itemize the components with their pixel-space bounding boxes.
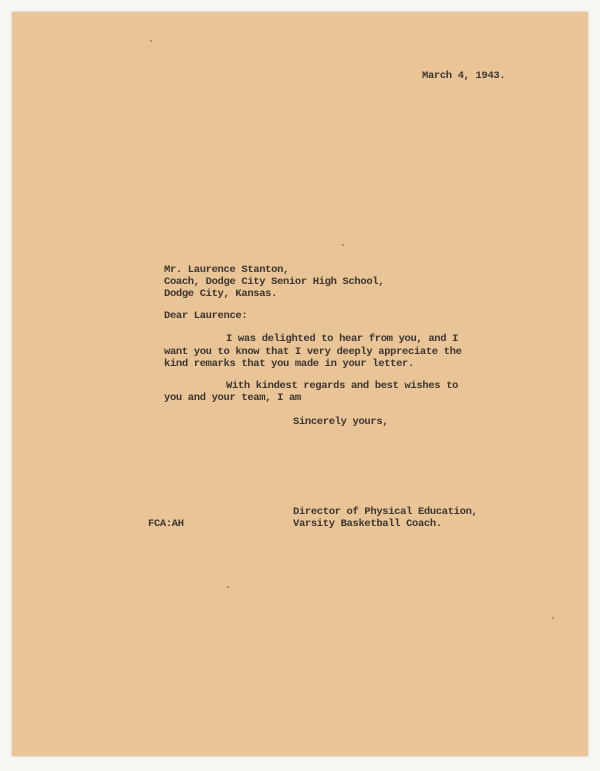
paper-speck <box>150 40 152 42</box>
body-line: you and your team, I am <box>164 392 301 404</box>
letter-paper <box>12 12 588 756</box>
recipient-city: Dodge City, Kansas. <box>164 288 278 300</box>
signature-title-line: Director of Physical Education, <box>293 506 478 518</box>
paper-speck <box>342 244 344 246</box>
recipient-title: Coach, Dodge City Senior High School, <box>164 276 385 288</box>
body-line: I was delighted to hear from you, and I <box>226 333 459 345</box>
paper-speck <box>227 586 229 588</box>
signature-title-line: Varsity Basketball Coach. <box>293 518 442 530</box>
body-line: With kindest regards and best wishes to <box>226 380 459 392</box>
closing: Sincerely yours, <box>293 416 389 428</box>
body-line: kind remarks that you made in your letter. <box>164 358 414 370</box>
salutation: Dear Laurence: <box>164 310 248 322</box>
body-line: want you to know that I very deeply appreciate the <box>164 346 462 358</box>
letter-date: March 4, 1943. <box>422 70 506 82</box>
recipient-name: Mr. Laurence Stanton, <box>164 264 289 276</box>
reference-initials: FCA:AH <box>148 518 184 530</box>
paper-speck <box>552 617 554 619</box>
